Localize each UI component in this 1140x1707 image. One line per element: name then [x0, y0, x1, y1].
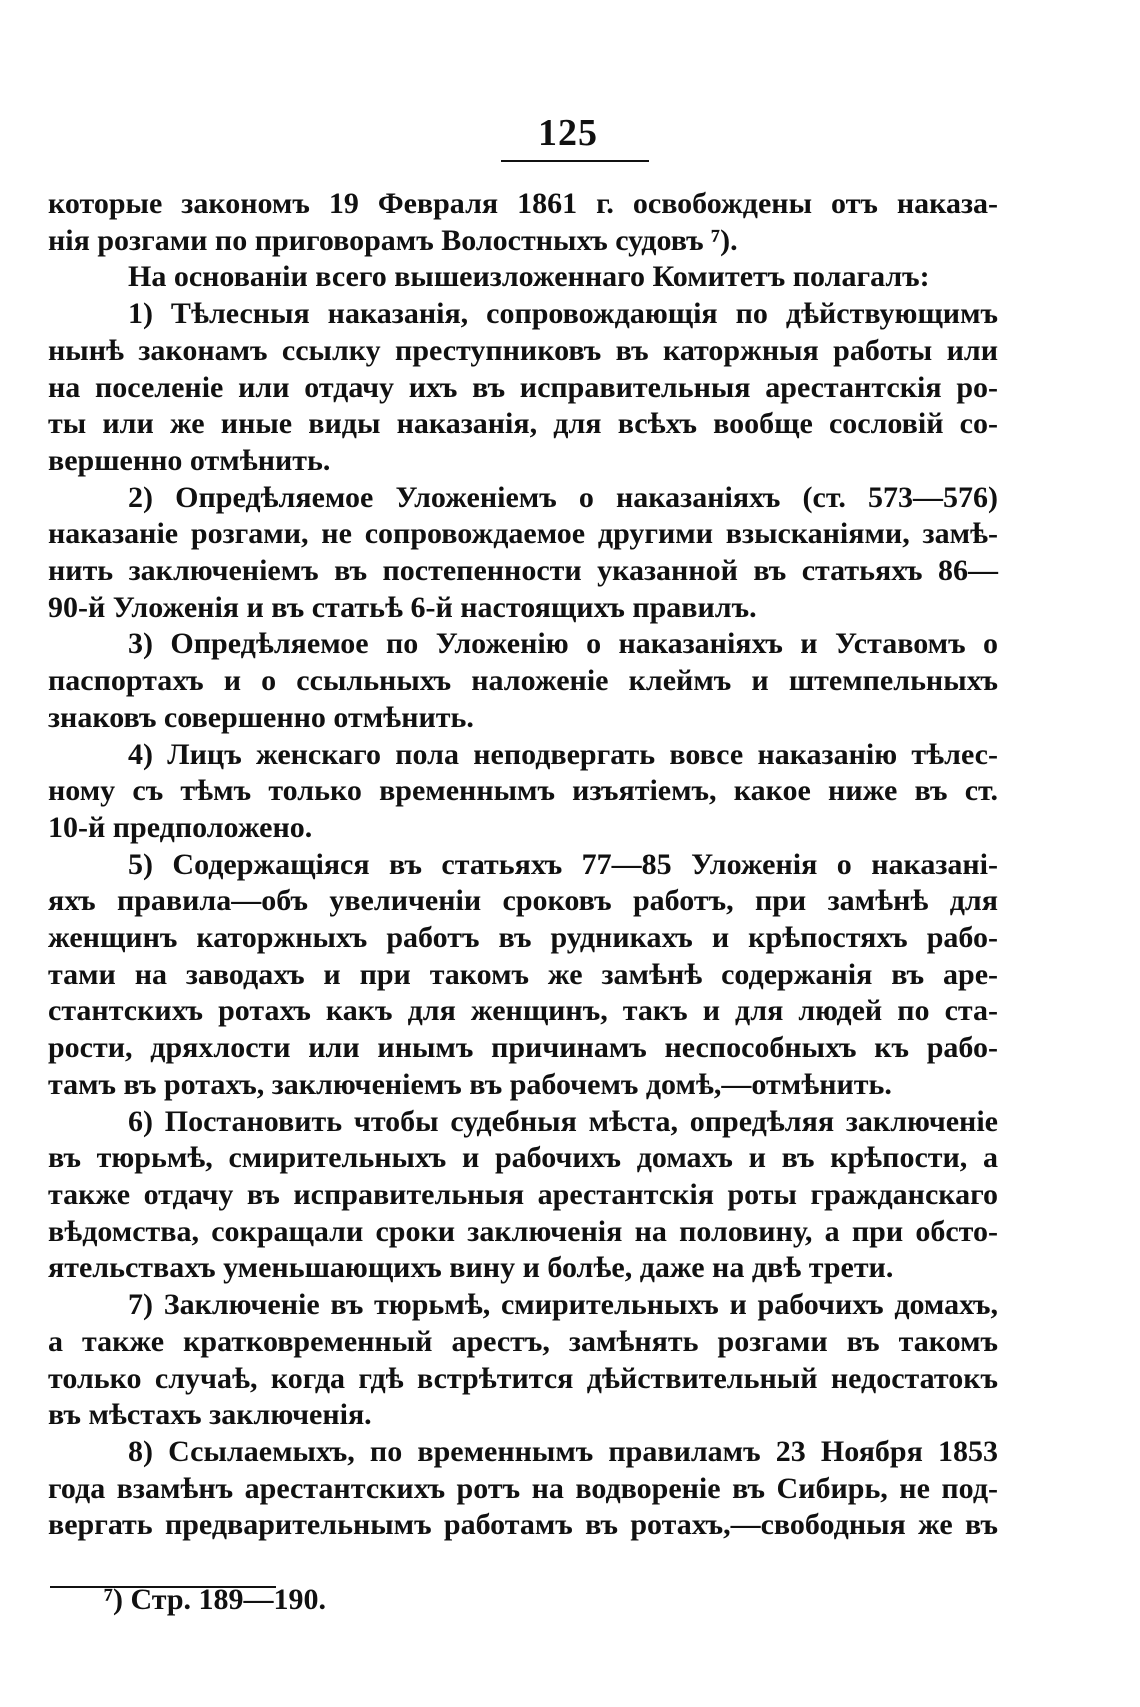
text-line: 1) Тѣлесныя наказанія, сопровождающія по дѣйствующимъ [128, 297, 998, 331]
text-line: 4) Лицъ женскаго пола неподвергать вовсе наказанію тѣлес- [128, 737, 998, 771]
text-line: нія розгами по приговорамъ Волостныхъ судовъ ⁷). [48, 223, 738, 257]
text-line: нынѣ законамъ ссылку преступниковъ въ каторжныя работы или [48, 333, 998, 367]
text-line: вѣдомства, сокращали сроки заключенія на половину, а при обсто- [48, 1214, 998, 1248]
text-line: 90-й Уложенія и въ статьѣ 6-й настоящихъ правилъ. [48, 590, 757, 624]
page-number-rule [501, 160, 649, 162]
body-text [48, 186, 998, 1544]
text-line: 10-й предположено. [48, 810, 313, 844]
text-line: тамъ въ ротахъ, заключеніемъ въ рабочемъ домѣ,—отмѣнить. [48, 1067, 892, 1101]
text-line: 7) Заключеніе въ тюрьмѣ, смирительныхъ и рабочихъ домахъ, [128, 1288, 998, 1322]
text-line: ному съ тѣмъ только временнымъ изъятіемъ, какое ниже въ ст. [48, 774, 998, 808]
text-line: рости, дряхлости или инымъ причинамъ неспособныхъ къ рабо- [48, 1031, 998, 1065]
document-page [48, 0, 998, 1707]
text-line: на поселеніе или отдачу ихъ въ исправительныя арестантскія ро- [48, 370, 998, 404]
text-line: женщинъ каторжныхъ работъ въ рудникахъ и крѣпостяхъ рабо- [48, 921, 998, 955]
text-line: паспортахъ и о ссыльныхъ наложеніе клеймъ и штемпельныхъ [48, 664, 998, 698]
page-number: 125 [538, 112, 598, 154]
text-line: ятельствахъ уменьшающихъ вину и болѣе, даже на двѣ трети. [48, 1251, 894, 1285]
text-line: 3) Опредѣляемое по Уложенію о наказаніяхъ и Уставомъ о [128, 627, 998, 661]
text-line: въ тюрьмѣ, смирительныхъ и рабочихъ домахъ и въ крѣпости, а [48, 1141, 998, 1175]
text-line: года взамѣнъ арестантскихъ ротъ на водвореніе въ Сибирь, не под- [48, 1471, 998, 1505]
text-line: нить заключеніемъ въ постепенности указанной въ статьяхъ 86— [48, 554, 998, 588]
text-line: На основаніи всего вышеизложеннаго Комитетъ полагалъ: [128, 260, 930, 294]
text-line: 8) Ссылаемыхъ, по временнымъ правиламъ 23 Ноября 1853 [128, 1434, 998, 1468]
text-line: 2) Опредѣляемое Уложеніемъ о наказаніяхъ (ст. 573—576) [128, 480, 998, 514]
text-line: 5) Содержащіяся въ статьяхъ 77—85 Уложенія о наказані- [128, 847, 998, 881]
text-line: наказаніе розгами, не сопровождаемое другими взысканіями, замѣ- [48, 517, 998, 551]
text-line: вергать предварительнымъ работамъ въ ротахъ,—свободныя же въ [48, 1508, 998, 1542]
text-line: 6) Постановить чтобы судебныя мѣста, опредѣляя заключеніе [128, 1104, 998, 1138]
text-line: стантскихъ ротахъ какъ для женщинъ, такъ и для людей по ста- [48, 994, 998, 1028]
footnote: ⁷) Стр. 189—190. [104, 1583, 327, 1616]
text-line: которые закономъ 19 Февраля 1861 г. освобождены отъ наказа- [48, 187, 998, 220]
text-line: а также кратковременный арестъ, замѣнять розгами въ такомъ [48, 1324, 998, 1358]
text-line: только случаѣ, когда гдѣ встрѣтится дѣйствительный недостатокъ [48, 1361, 998, 1395]
text-line: знаковъ совершенно отмѣнить. [48, 700, 474, 734]
text-line: въ мѣстахъ заключенія. [48, 1398, 372, 1432]
text-line: также отдачу въ исправительныя арестантскія роты гражданскаго [48, 1177, 998, 1211]
text-line: тами на заводахъ и при такомъ же замѣнѣ содержанія въ аре- [48, 957, 998, 991]
text-line: вершенно отмѣнить. [48, 443, 331, 477]
text-line: яхъ правила—объ увеличеніи сроковъ работъ, при замѣнѣ для [48, 884, 998, 918]
text-line: ты или же иные виды наказанія, для всѣхъ вообще сословій со- [48, 407, 998, 441]
